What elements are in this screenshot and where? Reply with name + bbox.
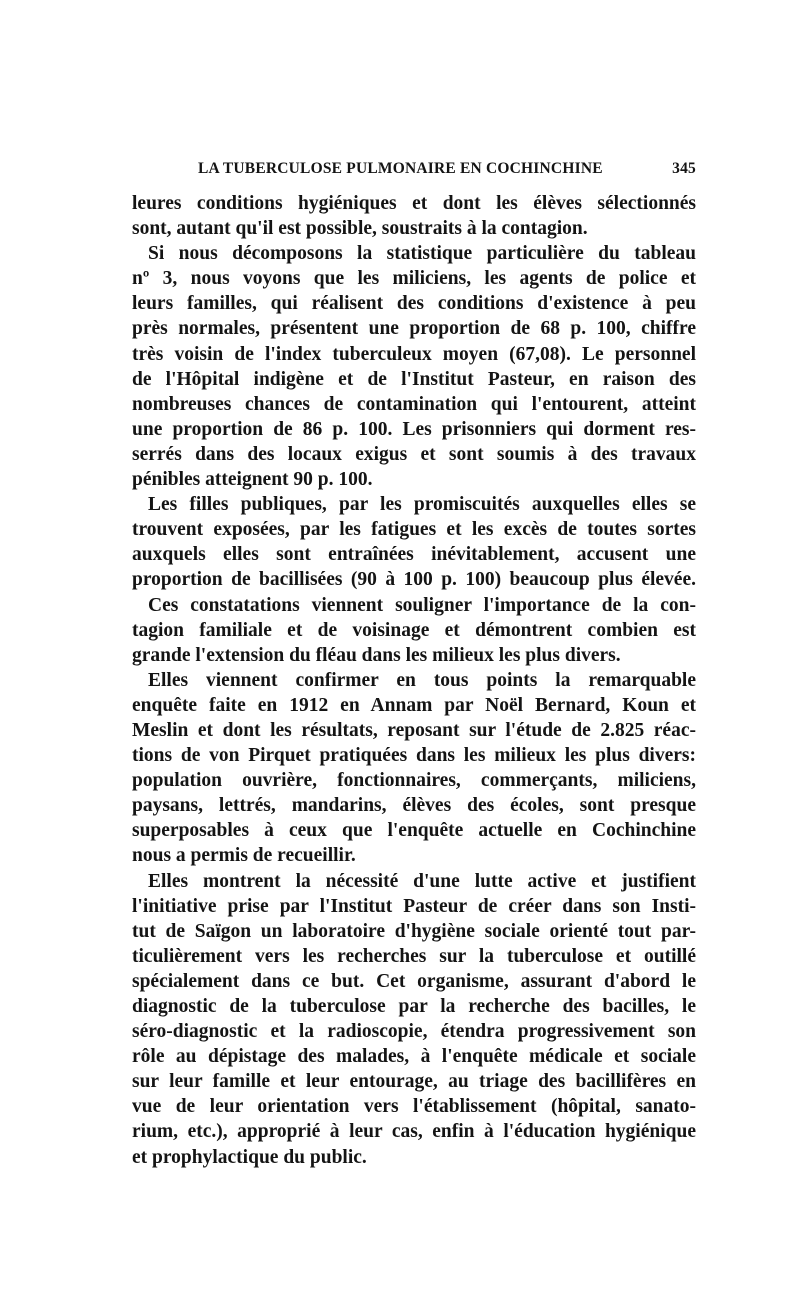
text-line: vue de leur orientation vers l'établissement (hôpital, sanato-	[132, 1096, 696, 1118]
text-line: rôle au dépistage des malades, à l'enquête médicale et sociale	[132, 1046, 696, 1068]
text-line: de l'Hôpital indigène et de l'Institut Pasteur, en raison des	[132, 368, 696, 390]
page-number: 345	[672, 160, 696, 177]
text-line: nombreuses chances de contamination qui l'entourent, atteint	[132, 393, 696, 415]
text-line: enquête faite en 1912 en Annam par Noël Bernard, Koun et	[132, 694, 696, 716]
text-line: nous a permis de recueillir.	[132, 845, 356, 867]
text-line: et prophylactique du public.	[132, 1146, 367, 1168]
text-line: séro-diagnostic et la radioscopie, étendra progressivement son	[132, 1021, 696, 1043]
text-line: sont, autant qu'il est possible, soustraits à la contagion.	[132, 218, 588, 240]
text-line: spécialement dans ce but. Cet organisme, assurant d'abord le	[132, 970, 696, 992]
text-line: Ces constatations viennent souligner l'importance de la con-	[148, 594, 696, 616]
text-line: proportion de bacillisées (90 à 100 p. 100) beaucoup plus élevée.	[132, 569, 696, 591]
text-line: serrés dans des locaux exigus et sont soumis à des travaux	[132, 443, 696, 465]
text-line: tagion familiale et de voisinage et démontrent combien est	[132, 619, 696, 641]
text-line: près normales, présentent une proportion de 68 p. 100, chiffre	[132, 318, 696, 340]
text-line: Les filles publiques, par les promiscuités auxquelles elles se	[148, 494, 696, 516]
body-text	[132, 191, 696, 1170]
text-line: diagnostic de la tuberculose par la recherche des bacilles, le	[132, 996, 696, 1017]
text-line: nº 3, nous voyons que les miliciens, les agents de police et	[132, 268, 696, 290]
running-head	[132, 156, 700, 182]
text-line: leurs familles, qui réalisent des conditions d'existence à peu	[132, 293, 696, 315]
text-line: paysans, lettrés, mandarins, élèves des écoles, sont presque	[132, 795, 696, 817]
text-line: sur leur famille et leur entourage, au triage des bacillifères en	[132, 1071, 696, 1093]
text-line: pénibles atteignent 90 p. 100.	[132, 469, 373, 491]
text-line: rium, etc.), approprié à leur cas, enfin à l'éducation hygiénique	[132, 1121, 696, 1143]
text-line: une proportion de 86 p. 100. Les prisonniers qui dorment res-	[132, 418, 696, 440]
text-line: trouvent exposées, par les fatigues et les excès de toutes sortes	[132, 519, 696, 541]
text-line: grande l'extension du fléau dans les milieux les plus divers.	[132, 644, 621, 666]
text-line: l'initiative prise par l'Institut Pasteur de créer dans son Insti-	[132, 895, 696, 917]
text-line: auxquels elles sont entraînées inévitablement, accusent une	[132, 544, 696, 566]
text-line: Si nous décomposons la statistique particulière du tableau	[148, 243, 696, 265]
running-title: LA TUBERCULOSE PULMONAIRE EN COCHINCHINE	[198, 160, 603, 177]
text-line: très voisin de l'index tuberculeux moyen (67,08). Le personnel	[132, 343, 696, 365]
text-line: Meslin et dont les résultats, reposant sur l'étude de 2.825 réac-	[132, 719, 696, 741]
text-line: leures conditions hygiéniques et dont les élèves sélectionnés	[132, 193, 696, 214]
text-line: population ouvrière, fonctionnaires, commerçants, miliciens,	[132, 770, 696, 792]
text-line: tut de Saïgon un laboratoire d'hygiène sociale orienté tout par-	[132, 920, 696, 942]
text-line: ticulièrement vers les recherches sur la tuberculose et outillé	[132, 945, 696, 967]
text-line: tions de von Pirquet pratiquées dans les milieux les plus divers:	[132, 745, 696, 767]
text-line: Elles montrent la nécessité d'une lutte active et justifient	[148, 870, 696, 892]
text-line: superposables à ceux que l'enquête actuelle en Cochinchine	[132, 820, 696, 842]
text-line: Elles viennent confirmer en tous points la remarquable	[148, 669, 696, 691]
